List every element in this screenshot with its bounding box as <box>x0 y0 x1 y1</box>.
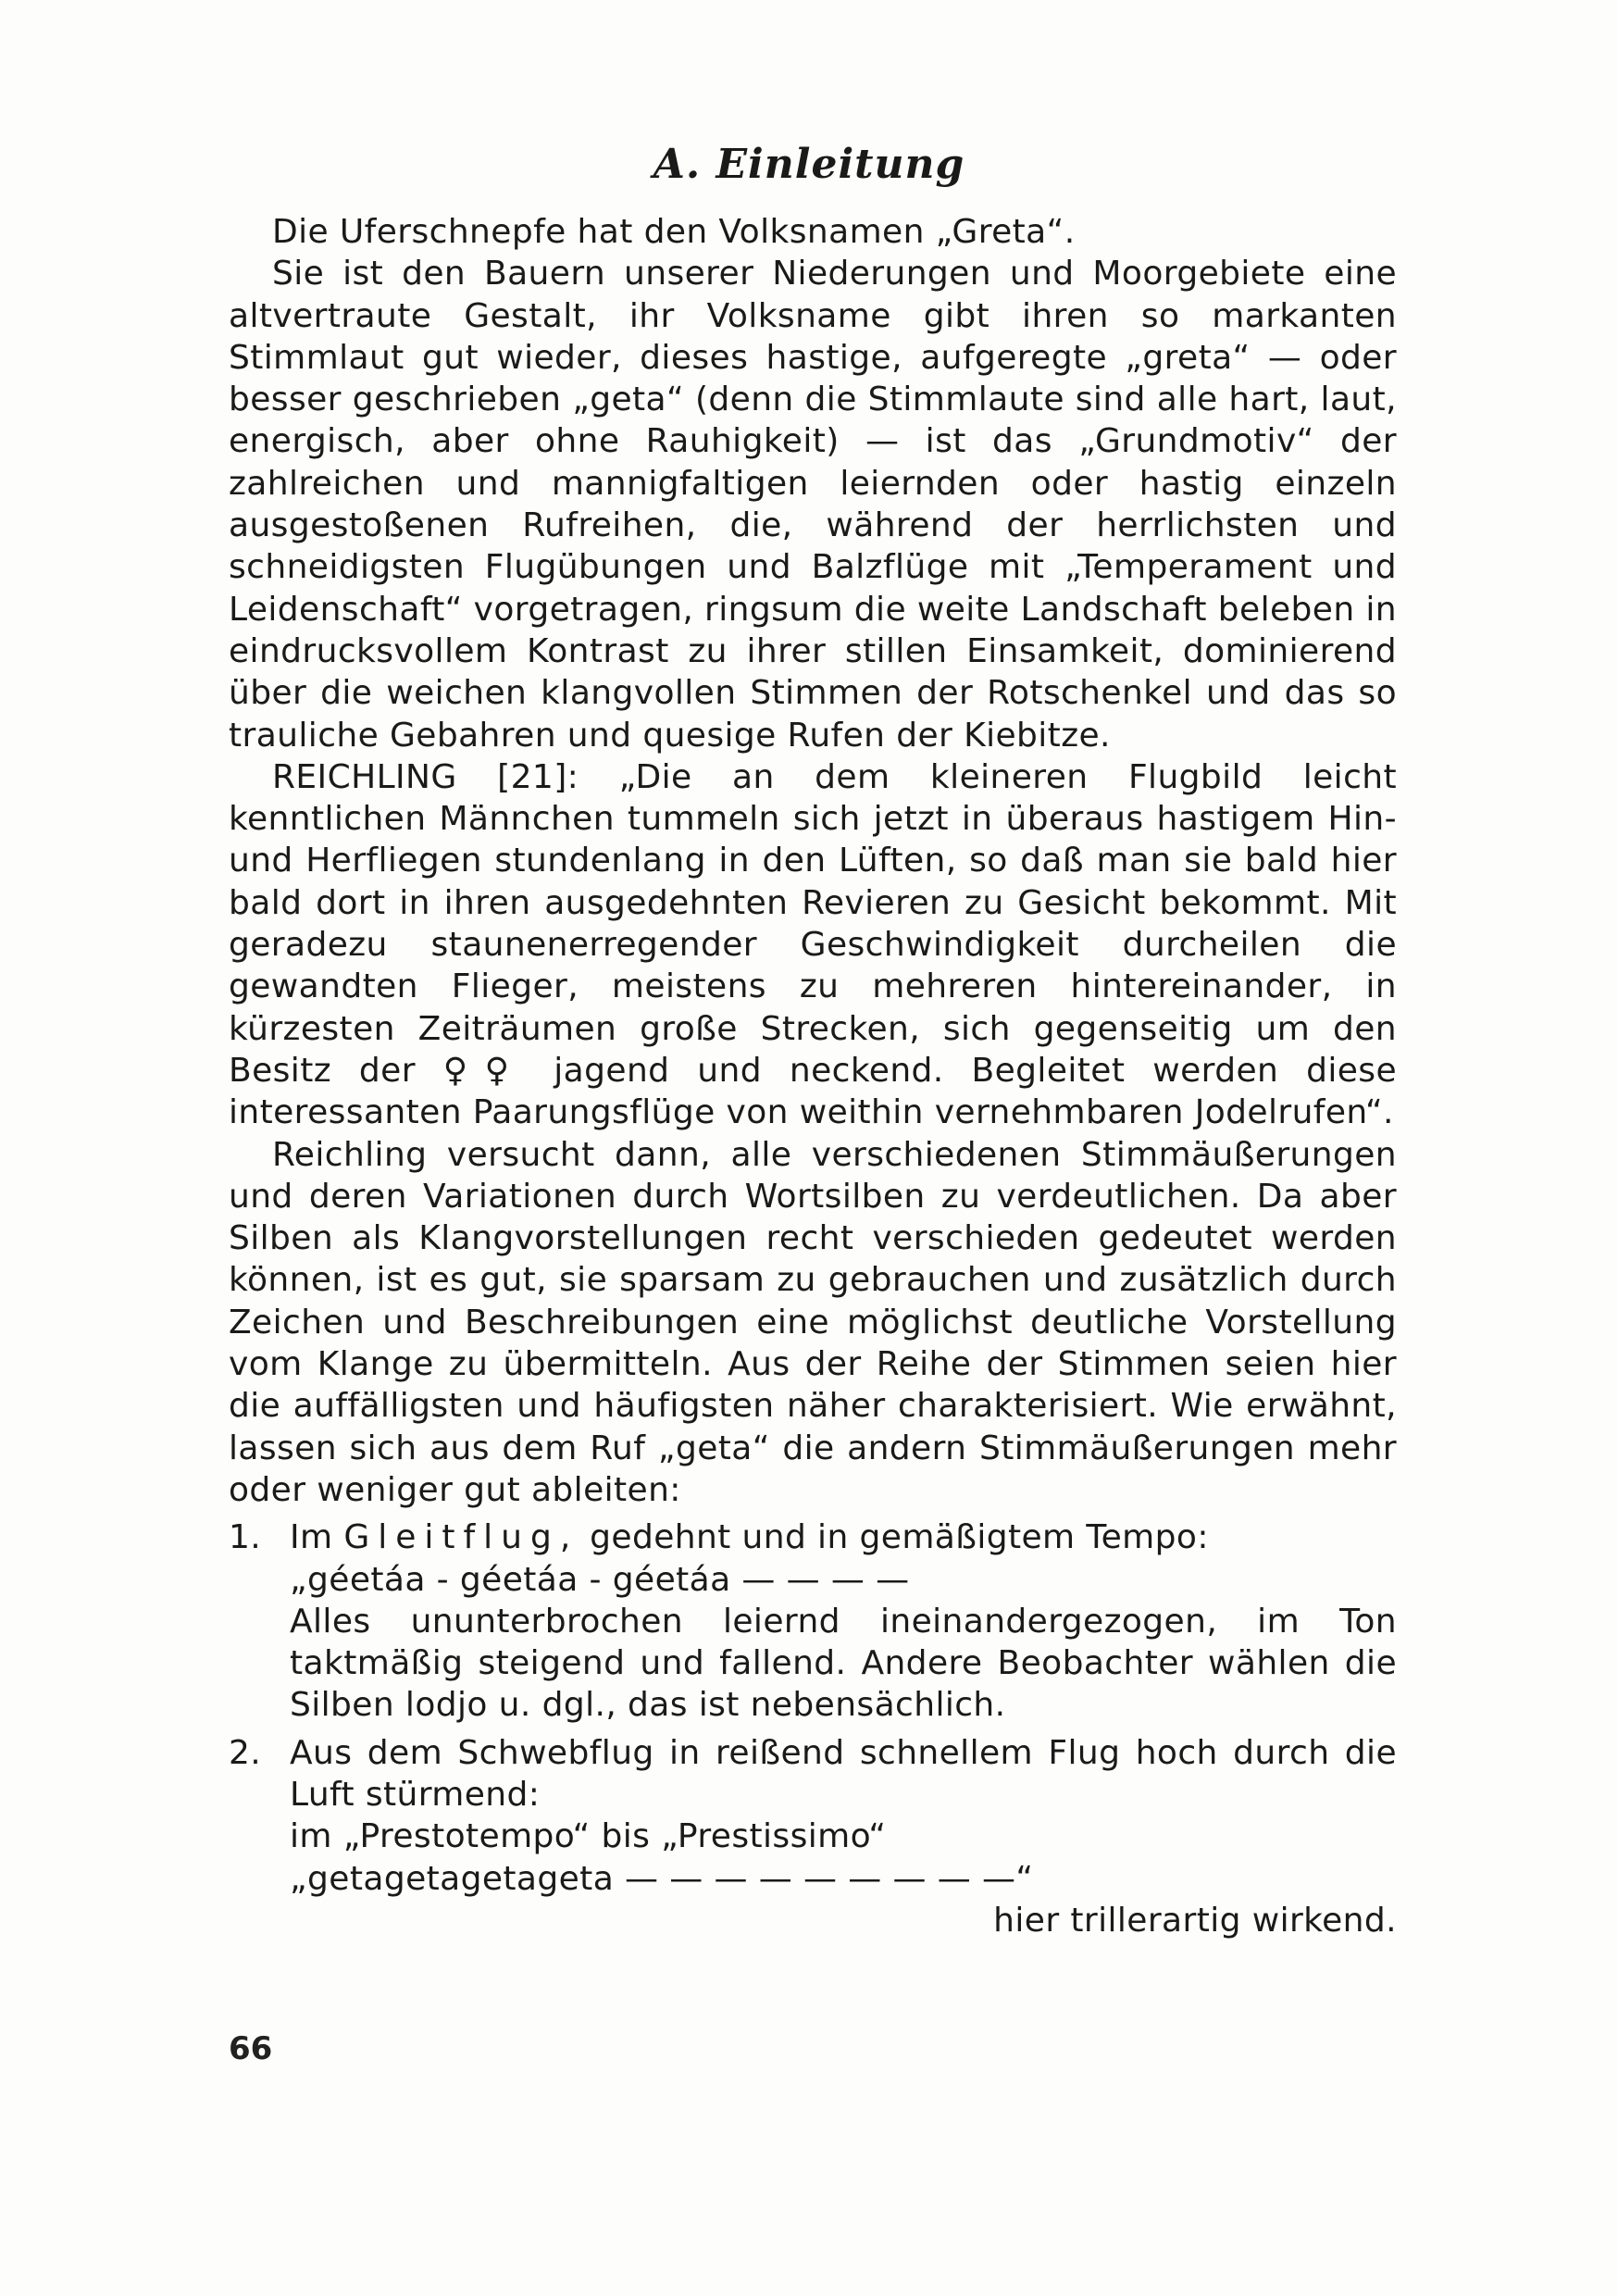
list-intro-suffix: gedehnt und in gemäßigtem Tempo: <box>590 1518 1209 1557</box>
list-note: hier trillerartig wirkend. <box>993 1901 1397 1940</box>
section-heading: A. Einleitung <box>653 141 965 188</box>
list-description: Alles ununterbrochen leiernd ineinandergezogen, im Ton taktmäßig steigend und fallend. Andere Beobachter wählen die Silben lodjo u. dgl., das ist nebensächlich. <box>290 1602 1397 1725</box>
paragraph: REICHLING [21]: „Die an dem kleineren Flugbild leicht kenntlichen Männchen tummeln sich jetzt in überaus hastigem Hin- und Herfliegen stundenlang in den Lüften, so daß man sie bald hier bald dort in ihren ausgedehnten Revieren zu Gesicht bekommt. Mit geradezu staunenerregender Geschwindigkeit durcheilen die gewandten Flieger, meistens zu mehreren hintereinander, in kürzesten Zeiträumen große Strecken, sich gegenseitig um den Besitz der ♀♀ jagend und neckend. Begleitet werden diese interessanten Paarungsflüge von weithin vernehmbaren Jodelrufen“. <box>229 757 1397 1132</box>
call-syllables: „getagetagetageta — — — — — — — — —“ <box>290 1859 1034 1898</box>
list-number: 2. <box>229 1733 262 1772</box>
paragraph: Sie ist den Bauern unserer Niederungen und Moorgebiete eine altvertraute Gestalt, ihr Volksname gibt ihren so markanten Stimmlaut gut wieder, dieses hastige, aufgeregte „greta“ — oder besser geschrieben „geta“ (denn die Stimmlaute sind alle hart, laut, energisch, aber ohne Rauhigkeit) — ist das „Grundmotiv“ der zahlreichen und mannigfaltigen leiernden oder hastig einzeln ausgestoßenen Rufreihen, die, während der herrlichsten und schneidigsten Flugübungen und Balzflüge mit „Temperament und Leidenschaft“ vorgetragen, ringsum die weite Landschaft beleben in eindrucksvollem Kontrast zu ihrer stillen Einsamkeit, dominierend über die weichen klangvollen Stimmen der Rotschenkel und das so trauliche Gebahren und quesige Rufen der Kiebitze. <box>229 255 1397 755</box>
paragraph: Die Uferschnepfe hat den Volksnamen „Greta“. <box>272 213 1076 251</box>
list-intro <box>290 1516 1397 1558</box>
page-number: 66 <box>229 2030 273 2067</box>
call-syllables: „géetáa - géetáa - géetáa — — — — <box>290 1560 910 1599</box>
list-intro: Aus dem Schwebflug in reißend schnellem Flug hoch durch die Luft stürmend: <box>290 1733 1397 1814</box>
list-number: 1. <box>229 1518 262 1557</box>
list-item <box>229 1516 1397 1726</box>
list-item <box>229 1732 1397 1941</box>
list-intro-emphasis: Gleitflug, <box>343 1518 579 1557</box>
list-intro-prefix: Im <box>290 1518 333 1557</box>
body-text <box>229 211 1397 1941</box>
tempo-line: im „Prestotempo“ bis „Prestissimo“ <box>290 1817 887 1856</box>
paragraph: Reichling versucht dann, alle verschiedenen Stimmäußerungen und deren Variationen durch Wortsilben zu verdeutlichen. Da aber Silben als Klangvorstellungen recht verschieden gedeutet werden können, ist es gut, sie sparsam zu gebrauchen und zusätzlich durch Zeichen und Beschreibungen eine möglichst deutliche Vorstellung vom Klange zu übermitteln. Aus der Reihe der Stimmen seien hier die auffälligsten und häufigsten näher charakterisiert. Wie erwähnt, lassen sich aus dem Ruf „geta“ die andern Stimmäußerungen mehr oder weniger gut ableiten: <box>229 1135 1397 1509</box>
